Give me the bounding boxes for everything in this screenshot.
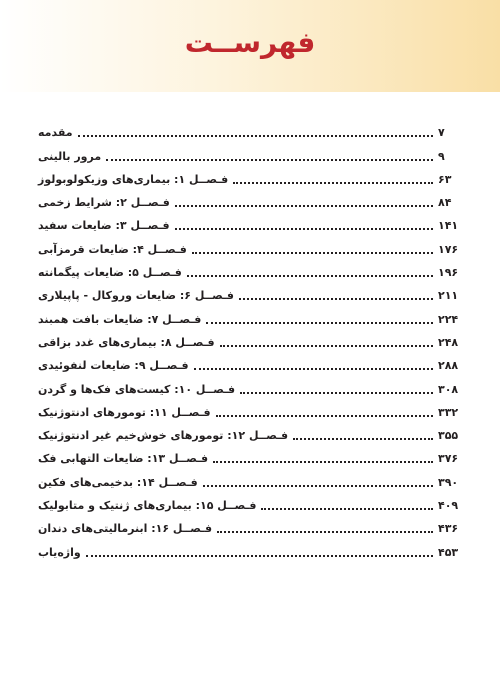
toc-entry-page: ۲۱۱ bbox=[438, 289, 459, 303]
toc-entry-title: فـصــل ۱۳: ضایعات التهابی فک bbox=[38, 452, 209, 466]
toc-entry-title: فـصــل ۱۵: بیماری‌های ژنتیک و متابولیک bbox=[38, 499, 257, 513]
toc-entry-title: مرور بالینی bbox=[38, 149, 102, 163]
toc-entry-page: ۹ bbox=[438, 149, 445, 163]
toc-entry-title: فـصــل ۱۱: تومورهای ادنتوژنیک bbox=[38, 405, 211, 419]
toc-entry-page: ۱۹۶ bbox=[438, 266, 459, 280]
dot-leader bbox=[239, 298, 433, 300]
toc-entry-title: فـصــل ۱: بیماری‌های وزیکولوبولوز bbox=[38, 172, 229, 186]
toc-entry-page: ۳۷۶ bbox=[438, 452, 459, 466]
toc-entry[interactable] bbox=[38, 443, 462, 466]
toc-entry[interactable] bbox=[38, 373, 462, 396]
dot-leader bbox=[216, 415, 433, 417]
toc-entry[interactable] bbox=[38, 397, 462, 420]
toc-entry-page: ۴۳۶ bbox=[438, 522, 459, 536]
toc-entry-title: فـصــل ۱۰: کیست‌های فک‌ها و گردن bbox=[38, 382, 236, 396]
toc-entry-page: ۶۳ bbox=[438, 172, 452, 186]
toc-entry-page: ۴۰۹ bbox=[438, 499, 459, 513]
dot-leader bbox=[86, 555, 433, 557]
toc-entry-title: فـصــل ۴: ضایعات قرمزآبی bbox=[38, 242, 187, 256]
toc-entry-page: ۴۵۳ bbox=[438, 545, 459, 559]
toc-entry[interactable] bbox=[38, 233, 462, 256]
toc-entry-page: ۷ bbox=[438, 126, 445, 140]
dot-leader bbox=[217, 531, 433, 533]
toc-entry-title: فـصــل ۵: ضایعات پیگمانته bbox=[38, 266, 182, 280]
toc-entry-title: مقدمه bbox=[38, 126, 73, 140]
toc-entry[interactable] bbox=[38, 536, 462, 559]
toc-entry-page: ۱۷۶ bbox=[438, 242, 459, 256]
toc-entry[interactable] bbox=[38, 513, 462, 536]
toc-entry[interactable] bbox=[38, 490, 462, 513]
toc-entry-page: ۳۳۲ bbox=[438, 405, 459, 419]
dot-leader bbox=[213, 461, 433, 463]
toc-entry[interactable] bbox=[38, 280, 462, 303]
toc-entry-page: ۳۹۰ bbox=[438, 475, 459, 489]
toc-entry-page: ۳۵۵ bbox=[438, 429, 459, 443]
toc-entry-title: فـصــل ۳: ضایعات سفید bbox=[38, 219, 170, 233]
toc-entry[interactable] bbox=[38, 303, 462, 326]
dot-leader bbox=[175, 205, 433, 207]
toc-entry[interactable] bbox=[38, 420, 462, 443]
dot-leader bbox=[192, 252, 433, 254]
dot-leader bbox=[233, 182, 433, 184]
toc-entry-title: فـصــل ۹: ضایعات لنفوئیدی bbox=[38, 359, 189, 373]
dot-leader bbox=[240, 392, 433, 394]
dot-leader bbox=[261, 508, 433, 510]
toc-entry[interactable] bbox=[38, 140, 462, 163]
toc-entry[interactable] bbox=[38, 257, 462, 280]
toc-entry[interactable] bbox=[38, 466, 462, 489]
toc-entry[interactable] bbox=[38, 164, 462, 187]
toc-entry[interactable] bbox=[38, 117, 462, 140]
toc-entry-title: فـصــل ۱۶: ابنرمالیتی‌های دندان bbox=[38, 522, 213, 536]
dot-leader bbox=[206, 322, 433, 324]
toc-entry-page: ۱۴۱ bbox=[438, 219, 459, 233]
table-of-contents bbox=[38, 117, 462, 560]
dot-leader bbox=[106, 159, 433, 161]
toc-entry-title: فـصــل ۲: شرایط زخمی bbox=[38, 196, 170, 210]
toc-entry-page: ۳۰۸ bbox=[438, 382, 459, 396]
dot-leader bbox=[293, 438, 433, 440]
dot-leader bbox=[220, 345, 433, 347]
page-title: فهرســت bbox=[184, 26, 316, 59]
toc-entry-title: فـصــل ۶: ضایعات وروکال - پاپیلاری bbox=[38, 289, 234, 303]
toc-entry-title: فـصــل ۱۴: بدخیمی‌های فکین bbox=[38, 475, 198, 489]
toc-entry-page: ۲۸۸ bbox=[438, 359, 459, 373]
toc-entry-page: ۲۲۴ bbox=[438, 312, 459, 326]
dot-leader bbox=[78, 135, 433, 137]
toc-entry[interactable] bbox=[38, 350, 462, 373]
dot-leader bbox=[203, 485, 433, 487]
toc-entry-title: واژه‌یاب bbox=[38, 545, 81, 559]
toc-entry-page: ۲۴۸ bbox=[438, 335, 459, 349]
dot-leader bbox=[187, 275, 433, 277]
toc-entry-title: فـصــل ۷: ضایعات بافت همبند bbox=[38, 312, 202, 326]
toc-entry[interactable] bbox=[38, 187, 462, 210]
dot-leader bbox=[175, 228, 433, 230]
toc-entry-title: فـصــل ۱۲: تومورهای خوش‌خیم غیر ادنتوژنیک bbox=[38, 429, 289, 443]
toc-entry[interactable] bbox=[38, 210, 462, 233]
toc-entry-title: فـصــل ۸: بیماری‌های غدد بزاقی bbox=[38, 335, 215, 349]
toc-entry-page: ۸۴ bbox=[438, 196, 452, 210]
toc-entry[interactable] bbox=[38, 327, 462, 350]
dot-leader bbox=[194, 368, 433, 370]
